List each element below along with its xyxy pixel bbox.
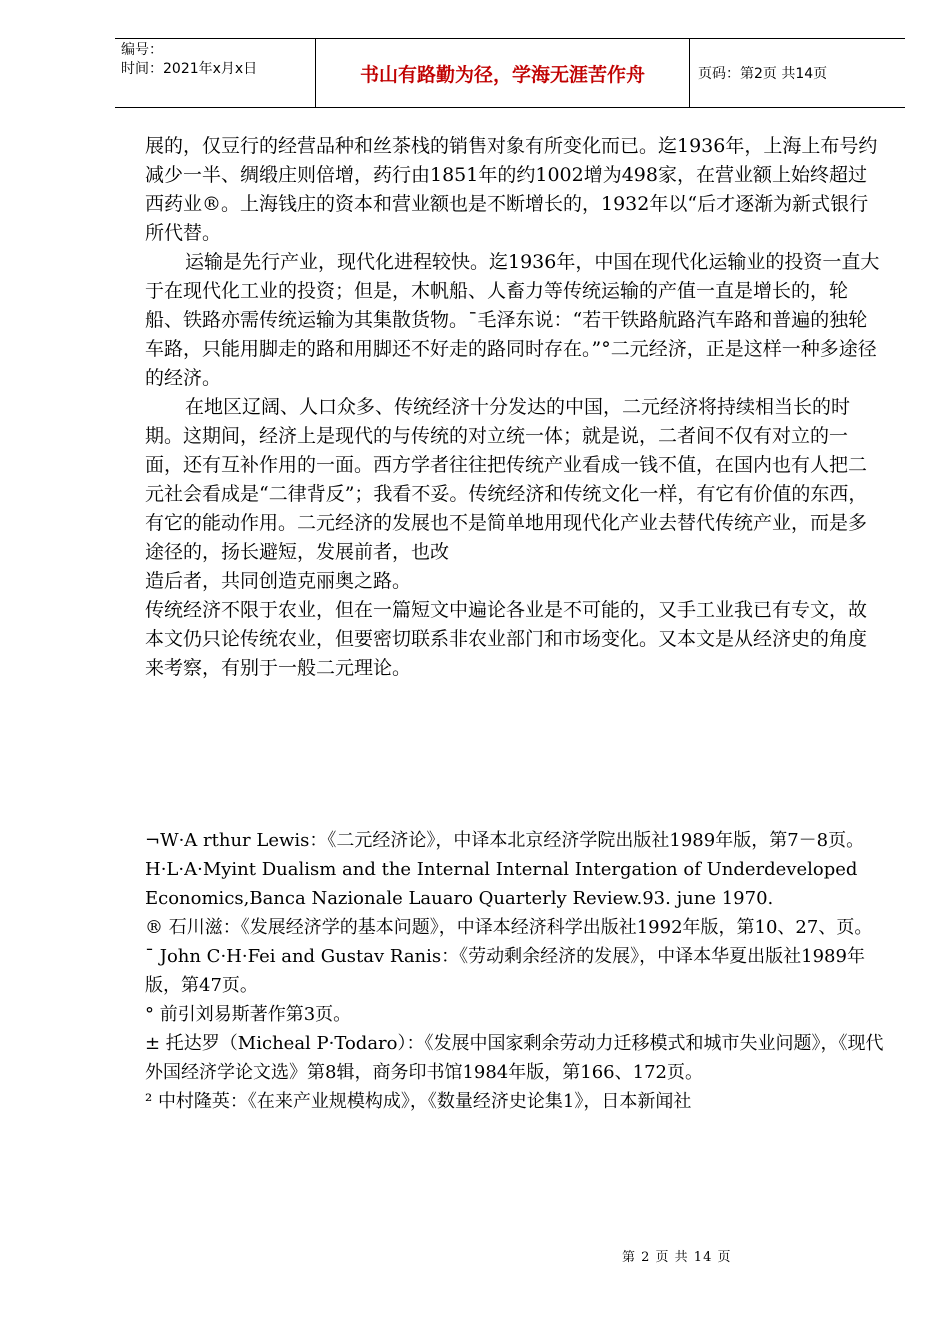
document-time-label: 时间：2021年x月x日	[121, 61, 258, 77]
footnote-2: H·L·A·Myint Dualism and the Internal Internal Intergation of Underdeveloped Economics,Banca Nazionale Lauaro Quarterly Review.93. june 1970.	[145, 859, 858, 909]
paragraph-5: 传统经济不限于农业，但在一篇短文中遍论各业是不可能的，又手工业我已有专文，故本文仍只论传统农业，但要密切联系非农业部门和市场变化。又本文是从经济史的角度来考察，有别于一般二元理论。	[145, 599, 868, 679]
header-meta-cell	[115, 39, 315, 107]
footnote-1: ¬W·A rthur Lewis：《二元经济论》，中译本北京经济学院出版社1989年版，第7－8页。	[145, 830, 865, 851]
footnotes	[145, 826, 890, 1116]
page-footer: 第 2 页 共 14 页	[622, 1250, 732, 1265]
paragraph-4: 造后者，共同创造克丽奥之路。	[145, 570, 412, 592]
paragraph-3: 在地区辽阔、人口众多、传统经济十分发达的中国，二元经济将持续相当长的时期。这期间，经济上是现代的与传统的对立统一体；就是说，二者间不仅有对立的一面，还有互补作用的一面。西方学者往往把传统产业看成一钱不值，在国内也有人把二元社会看成是“二律背反”；我看不妥。传统经济和传统文化一样，有它有价值的东西，有它的能动作用。二元经济的发展也不是简单地用现代化产业去替代传统产业，而是多途径的，扬长避短，发展前者，也改	[145, 396, 868, 563]
paragraph-1: 展的，仅豆行的经营品种和丝茶栈的销售对象有所变化而已。迄1936年，上海上布号约减少一半、绸缎庄则倍增，药行由1851年的约1002增为498家，在营业额上始终超过西药业®。上海钱庄的资本和营业额也是不断增长的，1932年以“后才逐渐为新式银行所代替。	[145, 135, 878, 244]
header-table	[115, 38, 905, 108]
paragraph-2: 运输是先行产业，现代化进程较快。迄1936年，中国在现代化运输业的投资一直大于在现代化工业的投资；但是，木帆船、人畜力等传统运输的产值一直是增长的，轮船、铁路亦需传统运输为其集散货物。¯毛泽东说：“若干铁路航路汽车路和普遍的独轮车路，只能用脚走的路和用脚还不好走的路同时存在。”°二元经济，正是这样一种多途径的经济。	[145, 251, 880, 389]
footnote-3: ® 石川滋：《发展经济学的基本问题》，中译本经济科学出版社1992年版，第10、27、页。	[145, 917, 873, 938]
footnote-6: ± 托达罗（Micheal P·Todaro）：《发展中国家剩余劳动力迁移模式和城市失业问题》，《现代外国经济学论文选》第8辑，商务印书馆1984年版，第166、172页。	[145, 1033, 884, 1083]
header-page-info: 页码：第2页 共14页	[698, 66, 828, 82]
footnote-7: ² 中村隆英：《在来产业规模构成》，《数量经济史论集1》，日本新闻社	[145, 1091, 692, 1112]
header-motto: 书山有路勤为径，学海无涯苦作舟	[315, 39, 690, 107]
main-text	[145, 132, 885, 683]
document-number-label: 编号：	[121, 42, 163, 58]
footnote-4: ¯ John C·H·Fei and Gustav Ranis：《劳动剩余经济的发展》，中译本华夏出版社1989年版，第47页。	[145, 946, 865, 996]
footnote-5: ° 前引刘易斯著作第3页。	[145, 1004, 352, 1025]
